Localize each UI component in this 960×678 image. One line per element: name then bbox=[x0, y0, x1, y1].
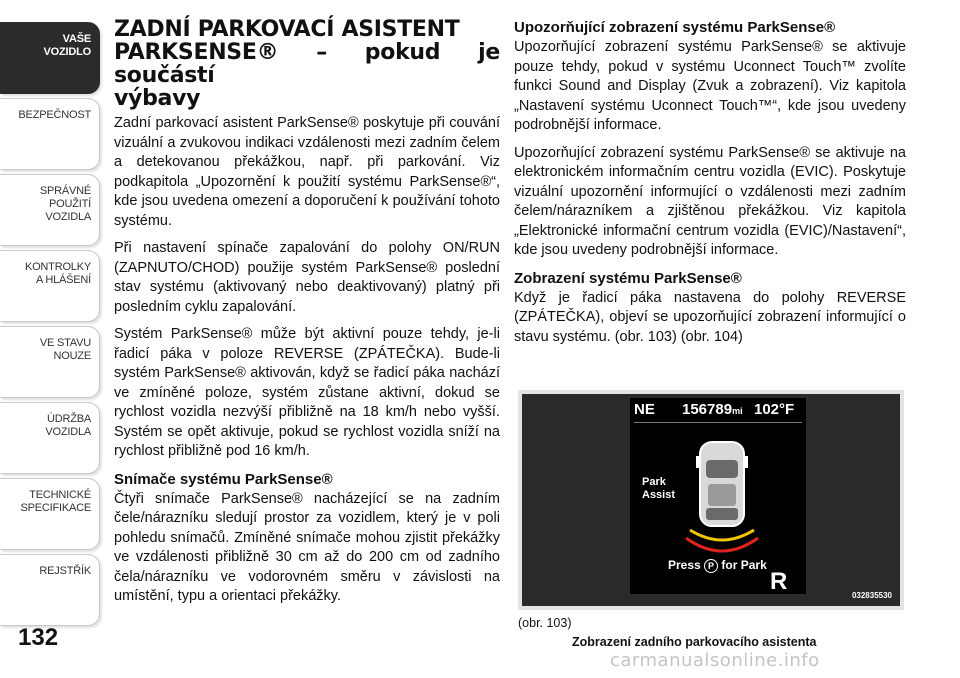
title-line-3: výbavy bbox=[114, 86, 201, 111]
figure-caption-number: (obr. 103) bbox=[518, 616, 572, 630]
tab-spravne-pouziti[interactable]: SPRÁVNÉ POUŽITÍ VOZIDLA bbox=[0, 174, 100, 246]
title-line-2: PARKSENSE® – pokud je součástí bbox=[114, 40, 500, 88]
figure-ref-code: 032835530 bbox=[851, 591, 892, 600]
mirror-left bbox=[696, 456, 700, 468]
sensor-arc-yellow bbox=[690, 530, 754, 540]
warning-paragraph-2: Upozorňující zobrazení systému ParkSense® se aktivuje na elektronickém informačním centru vozidla (EVIC). Poskytuje vizuální upozornění informující o vzdálenosti mezi zadním čelem/nárazníkem a zjištěnou překážkou. Viz kapitola „Elektronické informační centrum vozidla (EVIC)/Nastavení“, kde jsou uvedeny podrobnější informace. bbox=[514, 144, 906, 258]
tab-ve-stavu-nouze[interactable]: VE STAVU NOUZE bbox=[0, 326, 100, 398]
display-paragraph: Když je řadicí páka nastavena do polohy REVERSE (ZPÁTEČKA), objeví se upozorňující zobrazení informující o stavu systému. (obr. 103) (obr. 104) bbox=[514, 289, 906, 345]
tab-udrzba[interactable]: ÚDRŽBA VOZIDLA bbox=[0, 402, 100, 474]
vehicle-rear-window bbox=[706, 508, 738, 520]
left-column bbox=[114, 18, 500, 607]
watermark: carmanualsonline.info bbox=[610, 650, 820, 671]
mirror-right bbox=[744, 456, 748, 468]
press-for-park-message: Press P for Park bbox=[668, 558, 767, 572]
display-heading: Zobrazení systému ParkSense® bbox=[514, 269, 742, 287]
sensors-paragraph: Čtyři snímače ParkSense® nacházející se na zadním čele/nárazníku sledují prostor za vozidlem, který je v poli pohledu snímačů. Zmíněné snímače mohou zjistit překážky ve vzdálenosti přibližně 30 cm až do 200 cm od zadního čela/nárazníku ve vodorovném směru v závislosti na umístění, typu a orientaci překážky. bbox=[114, 490, 500, 604]
odometer-readout: 156789mi bbox=[682, 401, 743, 418]
compass-readout: NE bbox=[634, 401, 655, 418]
park-button-icon: P bbox=[704, 559, 718, 573]
intro-paragraph: Zadní parkovací asistent ParkSense® poskytuje při couvání vizuální a zvukovou indikaci vzdálenosti mezi zadním čelem a detekovanou překážkou, např. při parkování. Viz podkapitola „Upozornění k použití systému ParkSense®“, kde jsou uvedena omezení a doporučení k používání tohoto systému. bbox=[114, 115, 500, 229]
tab-vase-vozidlo[interactable]: VAŠE VOZIDLO bbox=[0, 22, 100, 94]
right-column bbox=[514, 18, 906, 347]
gear-indicator: R bbox=[770, 568, 788, 595]
evic-screen bbox=[630, 398, 806, 594]
tab-bezpecnost[interactable]: BEZPEČNOST bbox=[0, 98, 100, 170]
warning-display-heading: Upozorňující zobrazení systému ParkSense® bbox=[514, 19, 836, 36]
tab-technicke-specifikace[interactable]: TECHNICKÉ SPECIFIKACE bbox=[0, 478, 100, 550]
tab-rejstrik[interactable]: REJSTŘÍK bbox=[0, 554, 100, 626]
sensors-heading: Snímače systému ParkSense® bbox=[114, 470, 333, 488]
reverse-paragraph: Systém ParkSense® může být aktivní pouze tehdy, je-li řadicí páka v poloze REVERSE (ZPÁTEČKA). Bude-li systém ParkSense® aktivován, když se řadicí páka nachází ve zmíněné poloze, systém zůstane aktivní, dokud se rychlost vozidla nezvýší přibližně na 18 km/h nebo vyšší. Systém se opět aktivuje, pokud se rychlost vozidla sníží na rychlost přibližně pod 16 km/h. bbox=[114, 326, 500, 459]
figure-caption-title: Zobrazení zadního parkovacího asistenta bbox=[572, 635, 817, 649]
page-title bbox=[114, 18, 500, 110]
vehicle-roof bbox=[708, 484, 736, 506]
park-assist-label: Park Assist bbox=[642, 476, 676, 501]
evic-figure bbox=[518, 390, 904, 610]
temperature-readout: 102°F bbox=[754, 401, 795, 418]
vehicle-windshield bbox=[706, 460, 738, 478]
tab-kontrolky[interactable]: KONTROLKY A HLÁŠENÍ bbox=[0, 250, 100, 322]
page-number: 132 bbox=[18, 624, 59, 651]
title-line-1: ZADNÍ PARKOVACÍ ASISTENT bbox=[114, 17, 460, 42]
ignition-paragraph: Při nastavení spínače zapalování do polohy ON/RUN (ZAPNUTO/CHOD) použije systém ParkSense® poslední stav systému (aktivovaný nebo deaktivovaný) platný při posledním cyklu zapalování. bbox=[114, 240, 500, 315]
warning-paragraph-1: Upozorňující zobrazení systému ParkSense® se aktivuje pouze tehdy, pokud v systému Uconnect Touch™ zvolíte funkci Sound and Display (Zvuk a zobrazení). Viz kapitola „Nastavení systému Uconnect Touch™“, kde jsou uvedeny podrobnější informace. bbox=[514, 39, 906, 133]
